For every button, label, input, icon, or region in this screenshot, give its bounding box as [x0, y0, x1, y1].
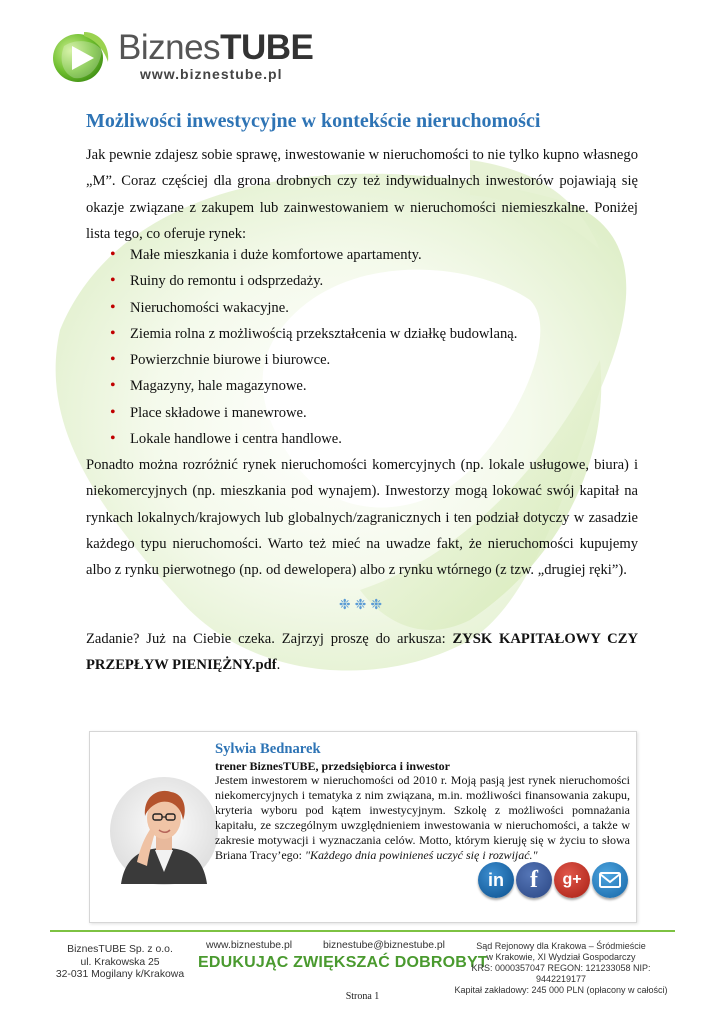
- linkedin-icon[interactable]: in: [478, 862, 514, 898]
- logo-wordmark: [118, 28, 313, 68]
- author-box: [89, 731, 637, 923]
- envelope-icon: [592, 862, 628, 898]
- list-item: • Magazyny, hale magazynowe.: [86, 373, 638, 399]
- author-bio-text: Jestem inwestorem w nieruchomości od 2010 r. Moją pasją jest rynek nieruchomości niekomercyjnych i tematyka z nim związana, m.in. możliwości finansowania zakupu, kryteria wyboru pod kątem inwestycyjnym. Szkolę z możliwości pomnażania kapitału, ze szczególnym uwzględnieniem inwestowania w nieruchomości, a także w zakresie motywacji i wyznaczania celów. Motto, którym kieruję się w życiu to słowa Briana Tracy’ego:: [215, 773, 630, 862]
- page-number: Strona 1: [345, 991, 380, 1002]
- facebook-icon[interactable]: f: [516, 862, 552, 898]
- task-suffix: .: [276, 657, 281, 674]
- email-icon[interactable]: [592, 862, 628, 898]
- logo-text-regular: Biznes: [118, 28, 221, 67]
- task-text: Zadanie? Już na Ciebie czeka. Zajrzyj proszę do arkusza:: [86, 631, 453, 647]
- footer-capital: Kapitał zakładowy: 245 000 PLN (opłacony w całości): [454, 985, 668, 995]
- author-avatar: [109, 776, 219, 886]
- author-name: Sylwia Bednarek: [215, 741, 321, 757]
- footer-company: [50, 944, 190, 982]
- task-paragraph: [86, 626, 638, 679]
- author-role: trener BiznesTUBE, przedsiębiorca i inwestor: [215, 759, 450, 773]
- logo-url: www.biznestube.pl: [140, 66, 283, 82]
- task-file-name[interactable]: ZYSK KAPITAŁOWY CZY PRZEPŁYW PIENIĘŻNY.pdf: [86, 631, 638, 674]
- footer-slogan: EDUKUJĄC ZWIĘKSZAĆ DOBROBYT: [198, 954, 488, 971]
- footer-street: ul. Krakowska 25: [80, 956, 160, 968]
- play-logo-icon: [50, 26, 112, 88]
- list-item: • Nieruchomości wakacyjne.: [86, 295, 638, 321]
- footer-links: [198, 940, 448, 951]
- list-item: • Lokale handlowe i centra handlowe.: [86, 426, 638, 452]
- list-item: • Małe mieszkania i duże komfortowe apartamenty.: [86, 242, 638, 268]
- googleplus-icon[interactable]: g+: [554, 862, 590, 898]
- footer-contact: [198, 940, 488, 972]
- footer-email-link[interactable]: biznestube@biznestube.pl: [322, 940, 445, 951]
- footer-ids: KRS: 0000357047 REGON: 121233058 NIP: 9442219177: [471, 963, 651, 984]
- list-item: • Place składowe i manewrowe.: [86, 400, 638, 426]
- list-item: • Powierzchnie biurowe i biurowce.: [86, 347, 638, 373]
- article-title: Możliwości inwestycyjne w kontekście nieruchomości: [86, 110, 541, 132]
- footer-division: w Krakowie, XI Wydział Gospodarczy: [486, 952, 636, 962]
- footer-website-link[interactable]: www.biznestube.pl: [206, 940, 293, 951]
- author-bio: [215, 773, 630, 862]
- footer-city: 32-031 Mogilany k/Krakowa: [55, 969, 185, 981]
- footer-company-name: BiznesTUBE Sp. z o.o.: [67, 944, 173, 955]
- biznestube-logo: [50, 26, 320, 86]
- list-item: • Ruiny do remontu i odsprzedaży.: [86, 268, 638, 294]
- footer-court: Sąd Rejonowy dla Krakowa – Śródmieście: [476, 941, 646, 951]
- intro-paragraph: Jak pewnie zdajesz sobie sprawę, inwestowanie w nieruchomości to nie tylko kupno własnego „M”. Coraz częściej dla grona drobnych czy też indywidualnych inwestorów pojawiają się okazje związane z zakupem lub zainwestowaniem w nieruchomości niemieszkalne. Poniżej lista tego, co oferuje rynek:: [86, 147, 638, 242]
- market-paragraph: Ponadto można rozróżnić rynek nieruchomości komercyjnych (np. lokale usługowe, biura) i niekomercyjnych (np. mieszkania pod wynajem). Inwestorzy mogą lokować swój kapitał na rynkach lokalnych/krajowych lub globalnych/zagranicznych i ten podział dotyczy w zasadzie każdego typu nieruchomości. Warto też mieć na uwadze fakt, że nieruchomości kupujemy albo z rynku pierwotnego (np. od dewelopera) albo z rynku wtórnego (z tzw. „drugiej ręki”).: [86, 457, 638, 579]
- author-motto: "Każdego dnia powinieneś uczyć się i rozwijać.": [304, 847, 538, 862]
- social-links: [478, 862, 632, 902]
- section-separator: ❉❉❉: [338, 598, 387, 613]
- footer-divider: [50, 930, 675, 932]
- logo-text-bold: TUBE: [220, 28, 314, 67]
- footer-registry: [448, 941, 674, 996]
- offer-list: [86, 242, 638, 452]
- list-item: • Ziemia rolna z możliwością przekształcenia w działkę budowlaną.: [86, 321, 638, 347]
